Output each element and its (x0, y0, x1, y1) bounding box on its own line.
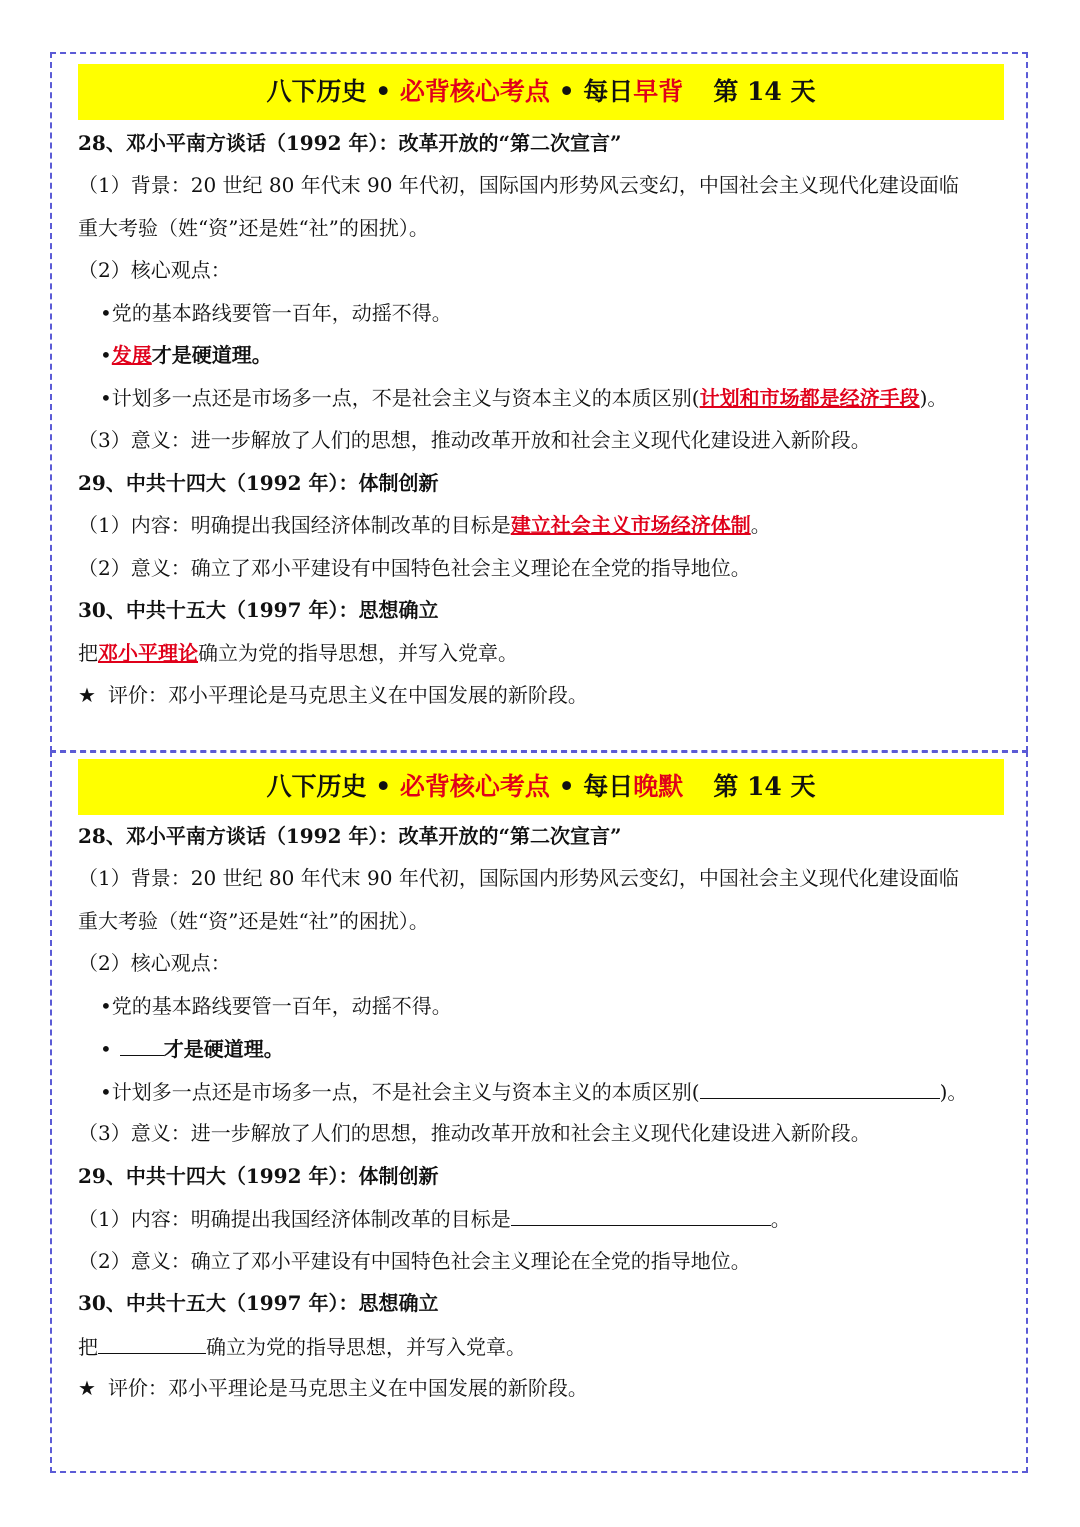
section-28-title: 28、邓小平南方谈话（1992 年）：改革开放的“第二次宣言” (78, 824, 622, 848)
evaluation-text: 评价：邓小平理论是马克思主义在中国发展的新阶段。 (107, 683, 588, 707)
banner-dot: • (366, 77, 400, 106)
core-point-3-text: •计划多一点还是市场多一点，不是社会主义与资本主义的本质区别( (100, 386, 700, 410)
section-28-title: 28、邓小平南方谈话（1992 年）：改革开放的“第二次宣言” (78, 131, 622, 155)
section-30-title: 30、中共十五大（1997 年）：思想确立 (78, 598, 439, 622)
answer-blank[interactable] (700, 1076, 940, 1099)
morning-recitation-card (50, 52, 1028, 752)
section-29-title: 29、中共十四大（1992 年）：体制创新 (78, 471, 439, 495)
section-28-background-line-2: 重大考验（姓“资”还是姓“社”的困扰）。 (78, 216, 429, 240)
key-answer: 邓小平理论 (98, 641, 198, 665)
section-30-content (78, 1331, 1008, 1362)
section-28-core-heading: （2）核心观点： (78, 951, 231, 975)
bullet: • (100, 1037, 112, 1061)
core-point-2 (100, 340, 1030, 370)
banner-day: 第 14 天 (713, 77, 816, 106)
answer-blank[interactable] (120, 1033, 164, 1056)
section-29-content (78, 1203, 1008, 1234)
section-29-content-text: （1）内容：明确提出我国经济体制改革的目标是 (78, 513, 511, 537)
core-point-3-text: •计划多一点还是市场多一点，不是社会主义与资本主义的本质区别( (100, 1080, 700, 1104)
section-30-text: 确立为党的指导思想，并写入党章。 (206, 1335, 526, 1359)
period: 。 (770, 1207, 791, 1231)
core-point-1: •党的基本路线要管一百年，动摇不得。 (100, 994, 452, 1018)
core-point-2-text: 才是硬道理。 (151, 343, 272, 367)
card-title-banner (78, 64, 1004, 120)
evaluation-text: 评价：邓小平理论是马克思主义在中国发展的新阶段。 (107, 1376, 588, 1400)
section-29-content-text: （1）内容：明确提出我国经济体制改革的目标是 (78, 1207, 511, 1231)
banner-daily: 每日 (583, 77, 634, 106)
core-point-3 (100, 1076, 1030, 1107)
banner-dot: • (366, 772, 400, 801)
core-point-1: •党的基本路线要管一百年，动摇不得。 (100, 301, 452, 325)
evaluation (78, 680, 1008, 710)
star-icon: ★ (78, 1376, 96, 1400)
section-28-background-line-2: 重大考验（姓“资”还是姓“社”的困扰）。 (78, 909, 429, 933)
section-30-title: 30、中共十五大（1997 年）：思想确立 (78, 1291, 439, 1315)
card-title-banner (78, 759, 1004, 815)
period: 。 (750, 513, 771, 537)
core-point-2 (100, 1033, 1030, 1064)
section-29-title: 29、中共十四大（1992 年）：体制创新 (78, 1164, 439, 1188)
section-28-significance: （3）意义：进一步解放了人们的思想，推动改革开放和社会主义现代化建设进入新阶段。 (78, 428, 871, 452)
banner-core-points: 必背核心考点 (399, 772, 550, 801)
section-29-significance: （2）意义：确立了邓小平建设有中国特色社会主义理论在全党的指导地位。 (78, 1249, 751, 1273)
core-point-2-text: 才是硬道理。 (163, 1037, 284, 1061)
banner-session: 早背 (633, 77, 684, 106)
key-answer: 建立社会主义市场经济体制 (510, 513, 751, 537)
core-point-3 (100, 383, 1030, 413)
section-28-background-line-1: （1）背景：20 世纪 80 年代末 90 年代初，国际国内形势风云变幻，中国社会主义现代化建设面临 (78, 866, 959, 890)
section-30-content (78, 638, 1008, 668)
banner-subject: 八下历史 (266, 772, 367, 801)
section-30-prefix: 把 (78, 1335, 98, 1359)
core-point-3-end: )。 (939, 1080, 968, 1104)
banner-session: 晚默 (633, 772, 684, 801)
bullet: • (100, 343, 112, 367)
section-30-prefix: 把 (78, 641, 98, 665)
banner-subject: 八下历史 (266, 77, 367, 106)
banner-day: 第 14 天 (713, 772, 816, 801)
banner-dot: • (549, 772, 584, 801)
section-29-content (78, 510, 1008, 540)
section-28-significance: （3）意义：进一步解放了人们的思想，推动改革开放和社会主义现代化建设进入新阶段。 (78, 1121, 871, 1145)
answer-blank[interactable] (98, 1331, 206, 1354)
banner-daily: 每日 (583, 772, 634, 801)
core-point-3-end: )。 (919, 386, 948, 410)
star-icon: ★ (78, 683, 96, 707)
answer-blank[interactable] (511, 1203, 771, 1226)
banner-core-points: 必背核心考点 (399, 77, 550, 106)
banner-dot: • (549, 77, 584, 106)
key-answer: 计划和市场都是经济手段 (699, 386, 920, 410)
key-answer: 发展 (111, 343, 152, 367)
section-28-background-line-1: （1）背景：20 世纪 80 年代末 90 年代初，国际国内形势风云变幻，中国社会主义现代化建设面临 (78, 173, 959, 197)
section-29-significance: （2）意义：确立了邓小平建设有中国特色社会主义理论在全党的指导地位。 (78, 556, 751, 580)
section-30-text: 确立为党的指导思想，并写入党章。 (198, 641, 518, 665)
section-28-core-heading: （2）核心观点： (78, 258, 231, 282)
evening-dictation-card (50, 751, 1028, 1473)
evaluation (78, 1373, 1008, 1403)
